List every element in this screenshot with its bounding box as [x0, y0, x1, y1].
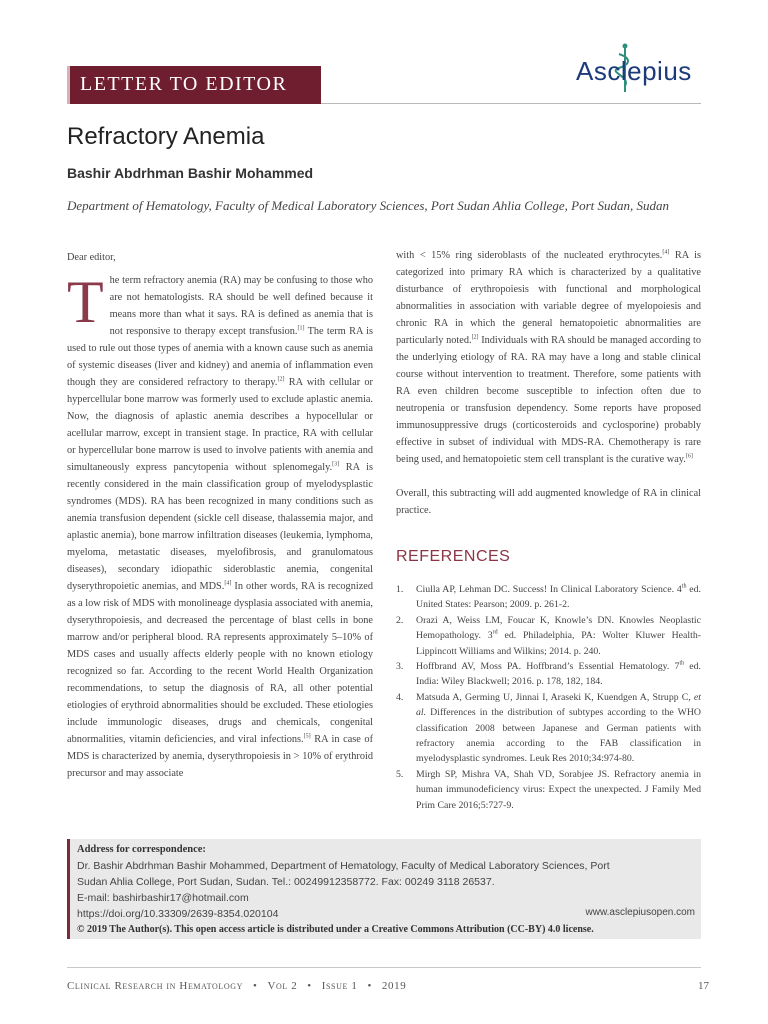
citation[interactable]: [1]	[297, 325, 305, 332]
doi-link[interactable]: https://doi.org/10.33309/2639-8354.020104	[77, 908, 279, 920]
footer-rule	[67, 967, 701, 968]
article-type-banner	[67, 66, 321, 104]
citation[interactable]: [6]	[685, 453, 693, 460]
correspondence-address: Dr. Bashir Abdrhman Bashir Mohammed, Department of Hematology, Faculty of Medical Laboratory Sciences, Port	[77, 860, 610, 872]
volume: Vol 2	[267, 980, 298, 992]
references-heading: REFERENCES	[396, 548, 511, 565]
correspondence-contact: Sudan Ahlia College, Port Sudan, Sudan. Tel.: 00249912358772. Fax: 00249 3118 26537.	[77, 876, 495, 888]
greeting: Dear editor,	[67, 252, 116, 263]
drop-cap: T	[67, 269, 104, 335]
reference-item: 4. Matsuda A, Germing U, Jinnai I, Araseki K, Kuendgen A, Strupp C, et al. Differences in the distribution of subtypes according to the WHO classification 2008 between Japanese and German patients with refractory anemia according to the FAB classification in myelodysplastic syndromes. Leuk Res 2010;34:974-80.	[396, 691, 701, 765]
citation[interactable]: [2]	[471, 334, 479, 341]
correspondence-email[interactable]: E-mail: bashirbashir17@hotmail.com	[77, 892, 249, 904]
citation[interactable]: [2]	[277, 376, 285, 383]
website-link[interactable]: www.asclepiusopen.com	[585, 907, 695, 918]
author-affiliation: Department of Hematology, Faculty of Medical Laboratory Sciences, Port Sudan Ahlia College, Port Sudan, Sudan	[67, 198, 670, 213]
journal-name: Clinical Research in Hematology	[67, 980, 243, 992]
citation[interactable]: [5]	[303, 733, 311, 740]
correspondence-accent-bar	[67, 839, 70, 939]
body-column-left	[67, 249, 373, 782]
header-rule	[321, 103, 701, 104]
reference-item: 1. Ciulla AP, Lehman DC. Success! In Clinical Laboratory Science. 4th ed. United States: Pearson; 2009. p. 261-2.	[396, 583, 701, 611]
issue: Issue 1	[321, 980, 358, 992]
citation[interactable]: [4]	[662, 249, 670, 256]
article-type-label: LETTER TO EDITOR	[80, 73, 288, 95]
citation[interactable]: [3]	[332, 461, 340, 468]
paragraph-1: The term refractory anemia (RA) may be confusing to those who are not hematologists. RA should be well defined because it means more than what it says. RA is defined as anemia that is not responsive to therapy except transfusion.[1] The term RA is used to rule out those types of anemia with a known cause such as anemia of systemic diseases (liver and kidney) and anemia of inflammation even though they are considered refractory to therapy.[2] RA with cellular or hypercellular bone marrow was formerly used to exclude aplastic anemia. Now, the diagnosis of aplastic anemia describes a hypocellular or acellular marrow, except in transient stage. In practice, RA with cellular or hypercellular bone marrow is used to involve patients with anemia and simultaneously express pancytopenia without splenomegaly.[3] RA is recently considered in the main classification group of myelodysplastic syndromes (MDS). RA has been recognized in many conditions such as anemia transfusion dependent (sickle cell disease, thalassemia major, and aplastic anemia), bone marrow infiltration diseases (leukemia, lymphoma, myeloma, metastatic diseases, myelofibrosis, and granulomatous diseases), secondary idiopathic sideroblastic anemia, congenital dyserythropoietic anemias, and MDS.[4] In other words, RA is recognized as a low risk of MDS with monolineage dysplasia associated with anemia, dyserythropoiesis, and decreased the percentage of blast cells in bone marrow and/or peripheral blood. RA represents approximately 5–10% of MDS cases and usually affects elderly people with no known etiology recognized so far. According to the recent World Health Organization recommendations, to setup the diagnosis of RA, all other potential etiologies of erythroid abnormalities should be excluded. These etiologies include immunologic diseases, drugs and chemicals, congenital abnormalities, vitamin deficiencies, and viral infections.[5] RA in case of MDS is characterized by anemia, dyserythropoiesis in > 10% of erythroid precursor and may associate	[67, 269, 374, 779]
citation[interactable]: [4]	[224, 580, 232, 587]
body-column-right	[396, 247, 701, 519]
paragraph-3: Overall, this subtracting will add augmented knowledge of RA in clinical practice.	[396, 488, 701, 516]
publisher-logo-text: Asclepius	[576, 56, 692, 86]
publisher-logo[interactable]	[576, 42, 706, 94]
article-author: Bashir Abdrhman Bashir Mohammed	[67, 165, 314, 181]
reference-item: 2. Orazi A, Weiss LM, Foucar K, Knowle’s DN. Knowles Neoplastic Hemopathology. 3rd ed. Philadelphia, PA: Wolter Kluwer Health-Lippincott Williams and Wilkins; 2014. p. 240.	[396, 614, 701, 657]
footer-journal-info: Clinical Research in Hematology • Vol 2 • Issue 1 • 2019	[67, 980, 407, 992]
reference-list	[396, 582, 701, 813]
reference-item: 3. Hoffbrand AV, Moss PA. Hoffbrand’s Essential Hematology. 7th ed. India: Wiley Blackwell; 2016. p. 178, 182, 184.	[396, 660, 701, 688]
reference-item: 5. Mirgh SP, Mishra VA, Shah VD, Sorabjee JS. Refractory anemia in human immunodeficiency virus: Expect the unexpected. J Family Med Prim Care 2016;5:727-9.	[396, 768, 701, 811]
year: 2019	[381, 980, 407, 992]
paragraph-2: with < 15% ring sideroblasts of the nucleated erythrocytes.[4] RA is categorized into primary RA which is characterized by a qualitative disturbance of erythropoiesis with functional and morphological abnormalities in association with variable degree of myelopoiesis and chronic RA in which the general hematopoietic abnormalities are particularly noted.[2] Individuals with RA should be managed according to the underlying etiology of RA. RA may have a long and stable clinical course without intervention to treatment. Therefore, some patients with RA even children become susceptible to infection often due to neutropenia or transfusion dependency. Some reports have proposed immunosuppressive drugs (corticosteroids and cyclosporine) probably effective in subset of individual with MDS-RA. Chemotherapy is rare being used, and hematopoietic stem cell transplant is the curative way.[6]	[396, 249, 702, 465]
article-title: Refractory Anemia	[67, 123, 265, 150]
correspondence-box	[67, 839, 701, 939]
page-number: 17	[698, 980, 709, 992]
license-statement: © 2019 The Author(s). This open access article is distributed under a Creative Commons Attribution (CC-BY) 4.0 license.	[77, 924, 594, 935]
correspondence-heading: Address for correspondence:	[77, 844, 206, 855]
